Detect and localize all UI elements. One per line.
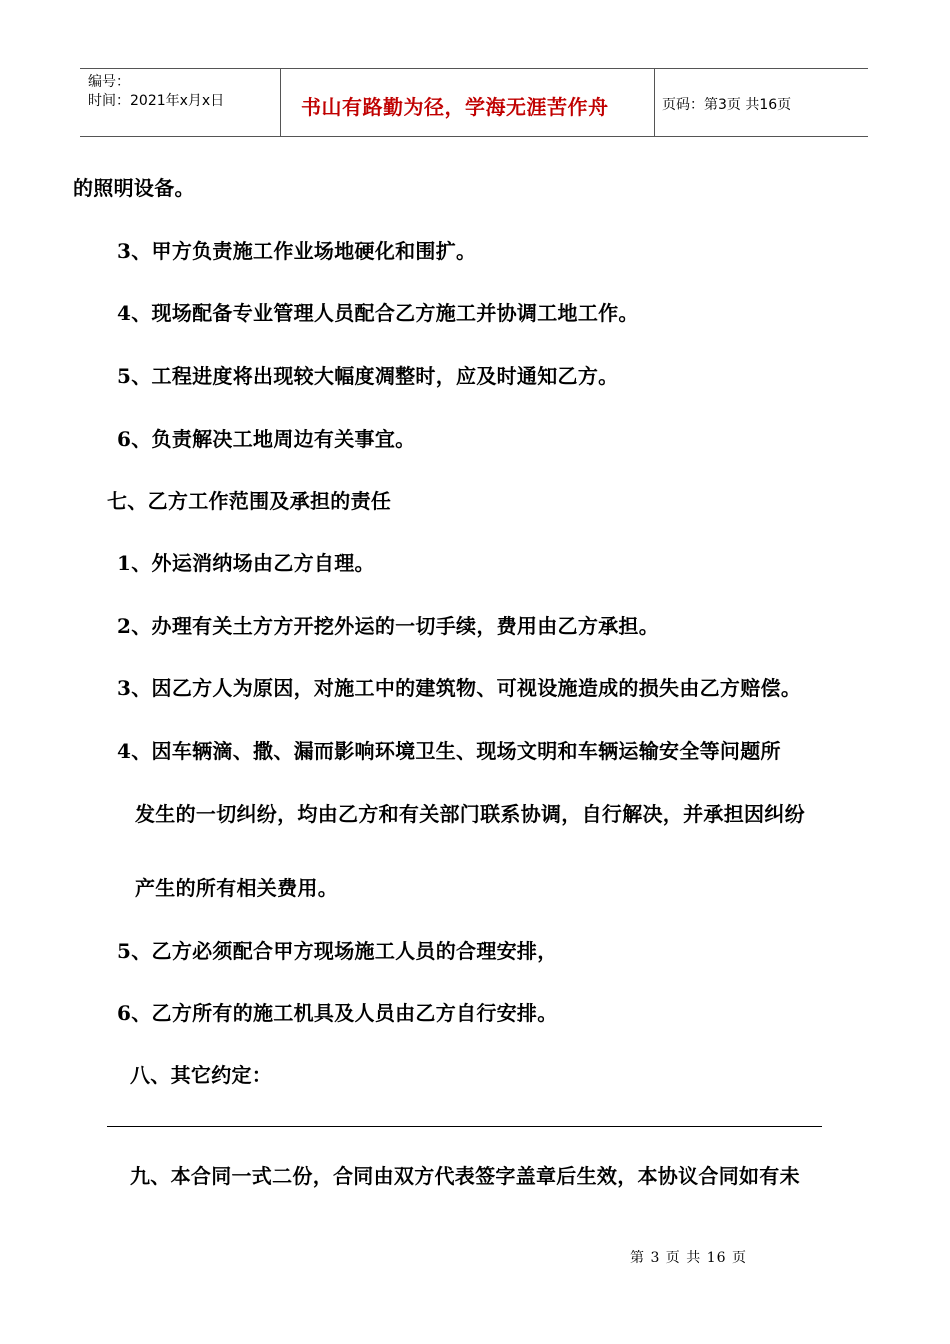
- body-line: 4、现场配备专业管理人员配合乙方施工并协调工地工作。: [117, 301, 639, 325]
- document-date-label: 时间：2021年x月x日: [88, 93, 225, 109]
- blank-fill-line: [107, 1126, 822, 1127]
- section-heading: 八、其它约定：: [130, 1063, 273, 1087]
- body-line: 2、办理有关土方方开挖外运的一切手续，费用由乙方承担。: [117, 614, 660, 638]
- body-line: 1、外运消纳场由乙方自理。: [117, 551, 375, 575]
- page-footer: 第 3 页 共 16 页: [630, 1250, 747, 1266]
- body-line: 4、因车辆滴、撒、漏而影响环境卫生、现场文明和车辆运输安全等问题所: [117, 739, 781, 763]
- header-page-cell: [654, 69, 868, 136]
- body-line: 6、乙方所有的施工机具及人员由乙方自行安排。: [117, 1001, 558, 1025]
- header-motto-cell: [280, 69, 655, 136]
- body-line: 九、本合同一式二份，合同由双方代表签字盖章后生效，本协议合同如有未: [130, 1164, 800, 1188]
- header-page-code: 页码：第3页 共16页: [662, 97, 792, 113]
- body-line: 5、乙方必须配合甲方现场施工人员的合理安排，: [117, 939, 558, 963]
- body-line: 6、负责解决工地周边有关事宜。: [117, 427, 416, 451]
- body-line: 发生的一切纠纷，均由乙方和有关部门联系协调，自行解决，并承担因纠纷: [135, 802, 805, 826]
- header-motto: 书山有路勤为径，学海无涯苦作舟: [301, 95, 609, 119]
- document-number-label: 编号：: [88, 74, 130, 90]
- body-line: 3、因乙方人为原因，对施工中的建筑物、可视设施造成的损失由乙方赔偿。: [117, 676, 802, 700]
- body-line: 的照明设备。: [73, 176, 195, 200]
- header-meta-cell: [80, 69, 280, 136]
- body-line: 产生的所有相关费用。: [135, 876, 338, 900]
- body-line: 5、工程进度将出现较大幅度凋整时，应及时通知乙方。: [117, 364, 619, 388]
- body-line: 3、甲方负责施工作业场地硬化和围扩。: [117, 239, 477, 263]
- section-heading: 七、乙方工作范围及承担的责任: [107, 489, 392, 513]
- document-header: [80, 68, 868, 137]
